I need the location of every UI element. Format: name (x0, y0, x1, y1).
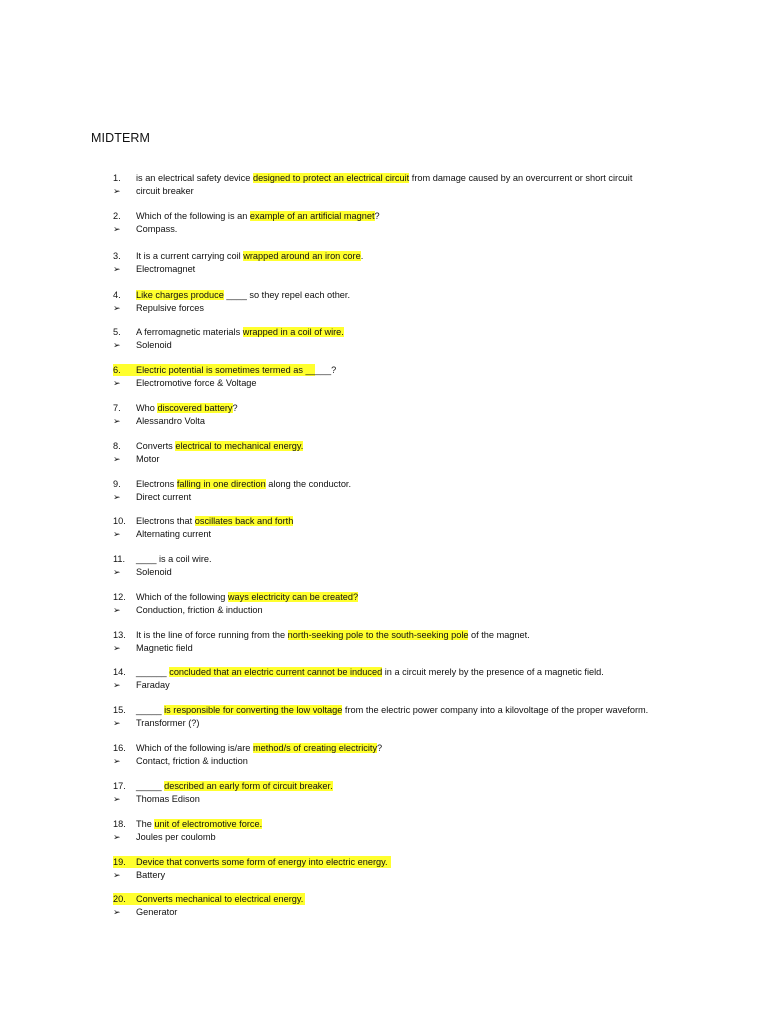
question-item (0, 893, 768, 923)
highlighted-text: described an early form of circuit breaker. (164, 781, 333, 791)
question-text (136, 402, 238, 414)
question-item (0, 172, 768, 202)
question-item (0, 326, 768, 356)
highlighted-text: ways electricity can be created? (227, 592, 359, 602)
question-item (0, 402, 768, 432)
arrow-bullet-icon: ➢ (113, 492, 121, 502)
arrow-bullet-icon: ➢ (113, 264, 121, 274)
highlighted-text: wrapped around an iron core (243, 251, 361, 261)
highlighted-text: method/s of creating electricity (252, 743, 378, 753)
question-text-segment: Converts (136, 441, 176, 451)
answer-text: Direct current (136, 492, 192, 502)
answer-text: Transformer (?) (136, 718, 200, 728)
highlighted-text: discovered battery (157, 403, 233, 413)
answer-text: Electromagnet (136, 264, 196, 274)
arrow-bullet-icon: ➢ (113, 378, 121, 388)
question-text-segment: It is the line of force running from the (136, 630, 288, 640)
question-text (136, 629, 530, 641)
arrow-bullet-icon: ➢ (113, 794, 121, 804)
question-text (136, 326, 344, 338)
answer-text: Motor (136, 454, 160, 464)
question-item (0, 666, 768, 696)
question-text (136, 172, 632, 184)
question-item (0, 780, 768, 810)
question-item (0, 742, 768, 772)
question-item (0, 364, 768, 394)
question-item (0, 210, 768, 240)
highlighted-text: north-seeking pole to the south-seeking pole (287, 630, 469, 640)
answer-text: Repulsive forces (136, 303, 204, 313)
arrow-bullet-icon: ➢ (113, 186, 121, 196)
question-number: 5. (113, 327, 121, 337)
question-text-segment: is an electrical safety device (136, 173, 253, 183)
highlighted-text: example of an artificial magnet (249, 211, 375, 221)
arrow-bullet-icon: ➢ (113, 416, 121, 426)
answer-text: Faraday (136, 680, 170, 690)
answer-text: Compass. (136, 224, 178, 234)
arrow-bullet-icon: ➢ (113, 567, 121, 577)
question-text (136, 780, 333, 792)
question-number: 12. (113, 592, 126, 602)
arrow-bullet-icon: ➢ (113, 454, 121, 464)
question-item (0, 629, 768, 659)
question-text (136, 440, 303, 452)
question-text (136, 818, 262, 830)
answer-text: Alternating current (136, 529, 212, 539)
question-number: 4. (113, 290, 121, 300)
answer-text: Contact, friction & induction (136, 756, 248, 766)
question-text (136, 704, 648, 716)
arrow-bullet-icon: ➢ (113, 303, 121, 313)
highlighted-text: Converts mechanical to electrical energy. (136, 894, 304, 904)
highlighted-text: designed to protect an electrical circuit (252, 173, 410, 183)
question-text (136, 591, 358, 603)
question-text (136, 515, 293, 527)
question-text-segment: ? (374, 211, 380, 221)
question-text-segment: ____ is a coil wire. (136, 554, 212, 564)
arrow-bullet-icon: ➢ (113, 680, 121, 690)
question-number: 1. (113, 173, 121, 183)
answer-text: Magnetic field (136, 643, 193, 653)
arrow-bullet-icon: ➢ (113, 870, 121, 880)
question-text-segment: A ferromagnetic materials (136, 327, 243, 337)
highlighted-text: concluded that an electric current cannot be induced (169, 667, 383, 677)
question-text-segment: ____ so they repel each other. (223, 290, 351, 300)
arrow-bullet-icon: ➢ (113, 605, 121, 615)
arrow-bullet-icon: ➢ (113, 643, 121, 653)
arrow-bullet-icon: ➢ (113, 529, 121, 539)
question-text-segment: Which of the following is/are (136, 743, 253, 753)
question-text-segment: of the magnet. (468, 630, 530, 640)
question-item (0, 515, 768, 545)
question-number: 14. (113, 667, 126, 677)
question-text (136, 553, 212, 565)
question-text-segment: The (136, 819, 155, 829)
answer-text: Joules per coulomb (136, 832, 216, 842)
question-text (136, 742, 382, 754)
question-number: 10. (113, 516, 126, 526)
question-number: 15. (113, 705, 126, 715)
question-text (136, 250, 363, 262)
question-text-segment: ? (232, 403, 238, 413)
question-text (136, 289, 350, 301)
question-text-segment: ______ (136, 667, 170, 677)
answer-text: Conduction, friction & induction (136, 605, 263, 615)
question-text-segment: Who (136, 403, 158, 413)
question-number: 2. (113, 211, 121, 221)
question-text-segment: _____ (136, 705, 165, 715)
answer-text: Battery (136, 870, 166, 880)
question-text (136, 210, 380, 222)
question-number: 7. (113, 403, 121, 413)
highlighted-text: is responsible for converting the low voltage (164, 705, 343, 715)
highlighted-text: wrapped in a coil of wire. (242, 327, 344, 337)
answer-text: Solenoid (136, 340, 172, 350)
question-item (0, 250, 768, 280)
question-text-segment: ? (377, 743, 383, 753)
question-item (0, 704, 768, 734)
highlighted-text: falling in one direction (176, 479, 266, 489)
highlighted-text: Electric potential is sometimes termed as (136, 365, 303, 375)
question-number: 17. (113, 781, 126, 791)
question-number: 18. (113, 819, 126, 829)
page-title: MIDTERM (91, 131, 151, 145)
arrow-bullet-icon: ➢ (113, 340, 121, 350)
answer-text: Alessandro Volta (136, 416, 205, 426)
question-number: 20. (113, 894, 126, 904)
question-item (0, 478, 768, 508)
highlighted-text: Device that converts some form of energy into electric energy. (136, 857, 388, 867)
question-item (0, 553, 768, 583)
answer-text: Solenoid (136, 567, 172, 577)
question-item (0, 818, 768, 848)
question-text-segment: It is a current carrying coil (136, 251, 244, 261)
question-text-segment: . (360, 251, 364, 261)
question-text-segment: along the conductor. (265, 479, 352, 489)
question-number: 8. (113, 441, 121, 451)
highlighted-text: electrical to mechanical energy. (175, 441, 304, 451)
question-item (0, 591, 768, 621)
answer-text: Electromotive force & Voltage (136, 378, 257, 388)
question-text (136, 478, 351, 490)
question-number: 13. (113, 630, 126, 640)
arrow-bullet-icon: ➢ (113, 756, 121, 766)
question-number: 11. (113, 554, 126, 564)
answer-text: Generator (136, 907, 178, 917)
question-number: 9. (113, 479, 121, 489)
question-text-segment: Electrons that (136, 516, 195, 526)
question-text-segment: from the electric power company into a kilovoltage of the proper waveform. (342, 705, 649, 715)
question-number: 19. (113, 857, 126, 867)
arrow-bullet-icon: ➢ (113, 907, 121, 917)
question-item (0, 289, 768, 319)
answer-text: circuit breaker (136, 186, 194, 196)
question-text (136, 893, 303, 905)
question-text-segment: Which of the following (136, 592, 228, 602)
question-text-segment: in a circuit merely by the presence of a magnetic field. (382, 667, 604, 677)
question-text-segment: Electrons (136, 479, 177, 489)
question-text (136, 856, 388, 868)
highlighted-text: oscillates back and forth (194, 516, 294, 526)
question-number: 3. (113, 251, 121, 261)
question-text-segment: from damage caused by an overcurrent or short circuit (409, 173, 633, 183)
question-text (136, 666, 604, 678)
question-text-segment: Which of the following is an (136, 211, 250, 221)
highlighted-text: Like charges produce (136, 290, 224, 300)
highlighted-text: unit of electromotive force. (154, 819, 263, 829)
arrow-bullet-icon: ➢ (113, 832, 121, 842)
question-number: 16. (113, 743, 126, 753)
question-text-segment: _____? (302, 365, 337, 375)
question-item (0, 856, 768, 886)
question-text-segment: _____ (136, 781, 165, 791)
question-number: 6. (113, 365, 121, 375)
arrow-bullet-icon: ➢ (113, 224, 121, 234)
answer-text: Thomas Edison (136, 794, 200, 804)
question-item (0, 440, 768, 470)
arrow-bullet-icon: ➢ (113, 718, 121, 728)
question-text (136, 364, 336, 376)
